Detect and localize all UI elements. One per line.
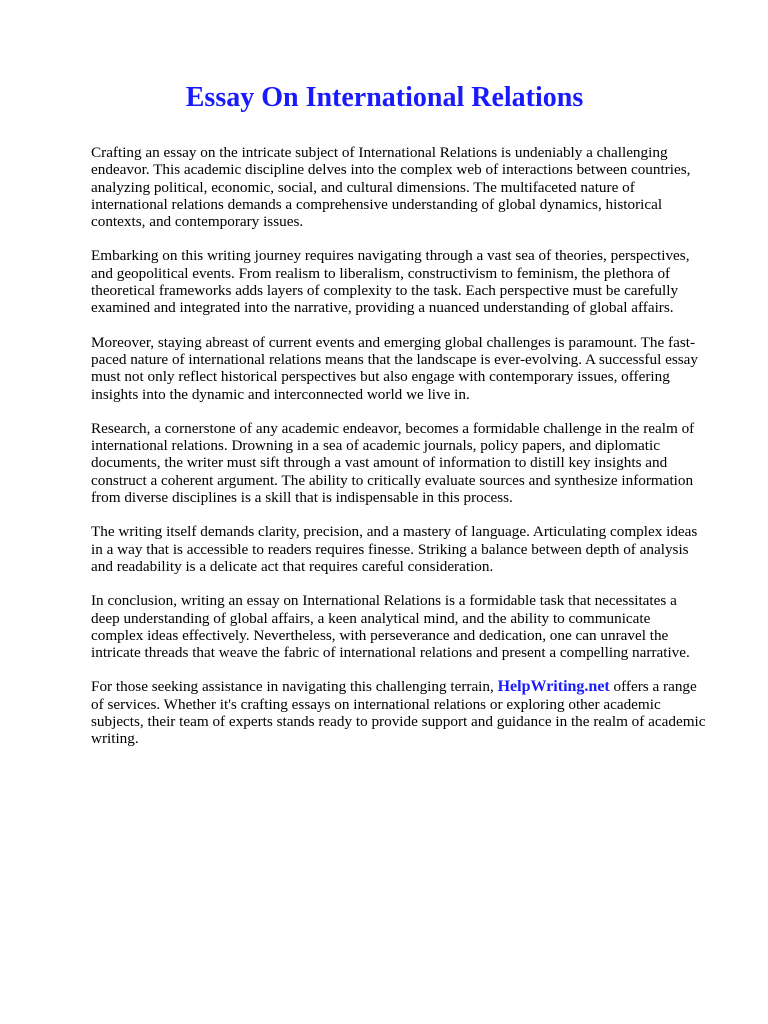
paragraph-writing: The writing itself demands clarity, precision, and a mastery of language. Articulating complex ideas in a way that is accessible to readers requires finesse. Striking a balance between depth of analysis and readability is a delicate act that requires careful consideration. — [91, 523, 698, 575]
closing-text-before-link: For those seeking assistance in navigating this challenging terrain, — [91, 678, 498, 696]
helpwriting-link[interactable]: HelpWriting.net — [497, 678, 610, 696]
paragraph-intro: Crafting an essay on the intricate subject of International Relations is undeniably a challenging endeavor. This academic discipline delves into the complex web of interactions between countries, analyzing political, economic, social, and cultural dimensions. The multifaceted nature of international relations demands a comprehensive understanding of global dynamics, historical contexts, and contemporary issues. — [91, 144, 691, 231]
paragraph-research: Research, a cornerstone of any academic endeavor, becomes a formidable challenge in the realm of international relations. Drowning in a sea of academic journals, policy papers, and diplomatic documents, the writer must sift through a vast amount of information to distill key insights and construct a coherent argument. The ability to critically evaluate sources and synthesize information from diverse disciplines is a skill that is indispensable in this process. — [91, 419, 695, 507]
paragraph-current-events: Moreover, staying abreast of current events and emerging global challenges is paramount. The fast-paced nature of international relations means that the landscape is ever-evolving. A successful essay must not only reflect historical perspectives but also engage with contemporary issues, offering insights into the dynamic and interconnected world we live in. — [91, 333, 698, 403]
closing-text-after-link: offers a range of services. Whether it's crafting essays on international relations or exploring other academic subjects, their team of experts stands ready to provide support and guidance in the realm of academic writing. — [91, 678, 706, 748]
document-body — [91, 144, 706, 748]
document-title: Essay On International Relations — [185, 82, 584, 113]
paragraph-closing — [91, 678, 706, 747]
paragraph-theories: Embarking on this writing journey requires navigating through a vast sea of theories, perspectives, and geopolitical events. From realism to liberalism, constructivism to feminism, the plethora of theoretical frameworks adds layers of complexity to the task. Each perspective must be carefully examined and integrated into the narrative, providing a nuanced understanding of global affairs. — [91, 247, 690, 317]
paragraph-conclusion: In conclusion, writing an essay on International Relations is a formidable task that necessitates a deep understanding of global affairs, a keen analytical mind, and the ability to communicate complex ideas effectively. Nevertheless, with perseverance and dedication, one can unravel the intricate threads that weave the fabric of international relations and present a compelling narrative. — [91, 592, 690, 662]
